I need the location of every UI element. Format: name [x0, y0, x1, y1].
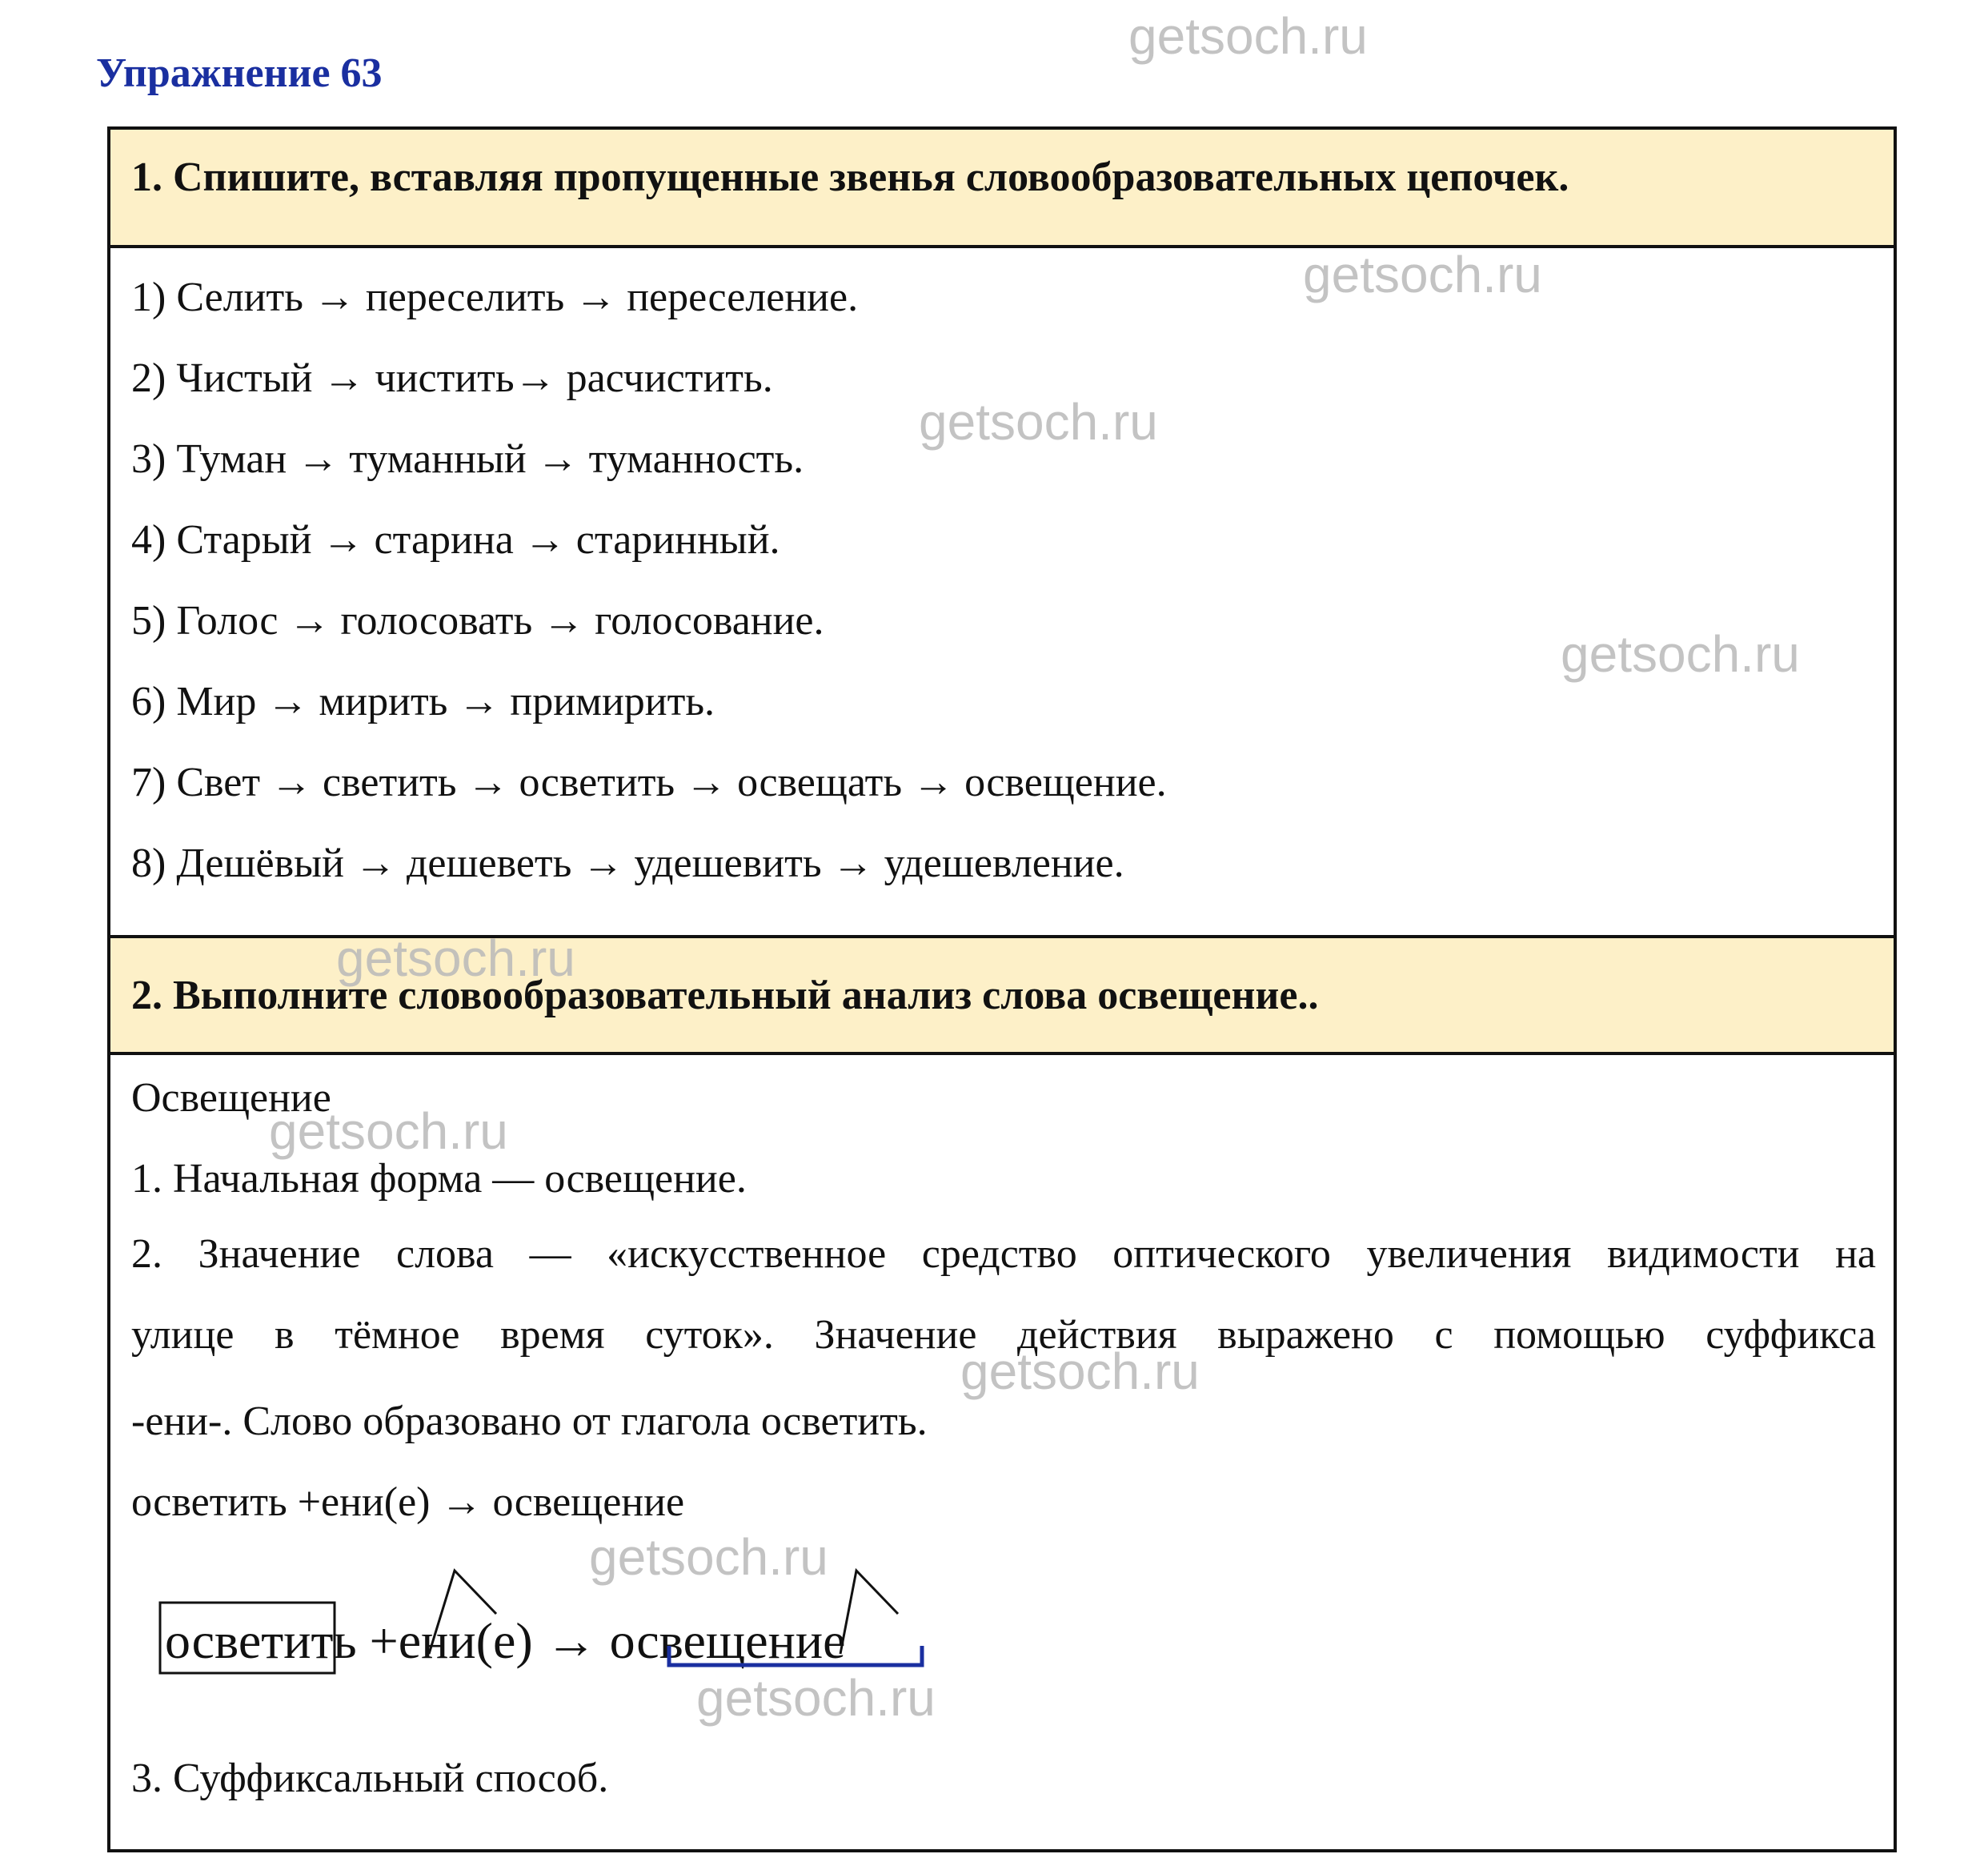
analysis-point-2-last: -ени-. Слово образовано от глагола осветить.: [131, 1398, 928, 1444]
task-2-heading: 2. Выполните словообразовательный анализ слова освещение..: [110, 935, 1894, 1055]
task-1-heading: 1. Спишите, вставляя пропущенные звенья словообразовательных цепочек.: [110, 130, 1894, 248]
svg-text:осветить +ени(е) → освещение: [165, 1612, 846, 1669]
watermark-6: getsoch.ru: [269, 1102, 508, 1160]
watermark-8: getsoch.ru: [589, 1528, 828, 1586]
analysis-point-2-line-2: улице в тёмное время суток». Значение действия выражено с помощью суффикса: [131, 1312, 1876, 1358]
chain-item-7: 7) Свет → светить → осветить → освещать → освещение.: [131, 760, 1167, 805]
chain-item-1: 1) Селить → переселить → переселение.: [131, 275, 859, 320]
chain-item-4: 4) Старый → старина → старинный.: [131, 517, 780, 563]
watermark-7: getsoch.ru: [960, 1342, 1200, 1400]
diagram-result-text: освещение: [609, 1612, 846, 1669]
watermark-2: getsoch.ru: [1303, 246, 1542, 303]
analysis-point-2-line-1: 2. Значение слова — «искусственное средство оптического увеличения видимости на: [131, 1231, 1876, 1277]
watermark-5: getsoch.ru: [336, 929, 575, 987]
watermark-4: getsoch.ru: [1561, 625, 1800, 683]
diagram-arrow-text: →: [532, 1612, 610, 1669]
watermark-9: getsoch.ru: [696, 1669, 936, 1727]
chain-item-2: 2) Чистый → чистить→ расчистить.: [131, 355, 773, 401]
analysis-point-1: 1. Начальная форма — освещение.: [131, 1156, 747, 1202]
derivation-formula: осветить +ени(е) → освещение: [131, 1479, 685, 1525]
watermark-3: getsoch.ru: [919, 393, 1158, 451]
chain-item-3: 3) Туман → туманный → туманность.: [131, 436, 804, 482]
chain-item-8: 8) Дешёвый → дешеветь → удешевить → удешевление.: [131, 841, 1124, 886]
chain-item-5: 5) Голос → голосовать → голосование.: [131, 598, 824, 644]
suffix-arc-result: [840, 1571, 898, 1654]
analysis-word: Освещение: [131, 1075, 331, 1121]
chain-item-6: 6) Мир → мирить → примирить.: [131, 679, 715, 724]
watermark-1: getsoch.ru: [1128, 7, 1368, 65]
analysis-point-3: 3. Суффиксальный способ.: [131, 1756, 609, 1801]
diagram-paren-ending-text: (е): [475, 1612, 533, 1669]
diagram-ending-text: ь: [333, 1612, 357, 1669]
diagram-suffix-text: +ени: [356, 1612, 476, 1669]
diagram-base-text: осветит: [165, 1612, 334, 1669]
exercise-title: Упражнение 63: [96, 50, 383, 96]
